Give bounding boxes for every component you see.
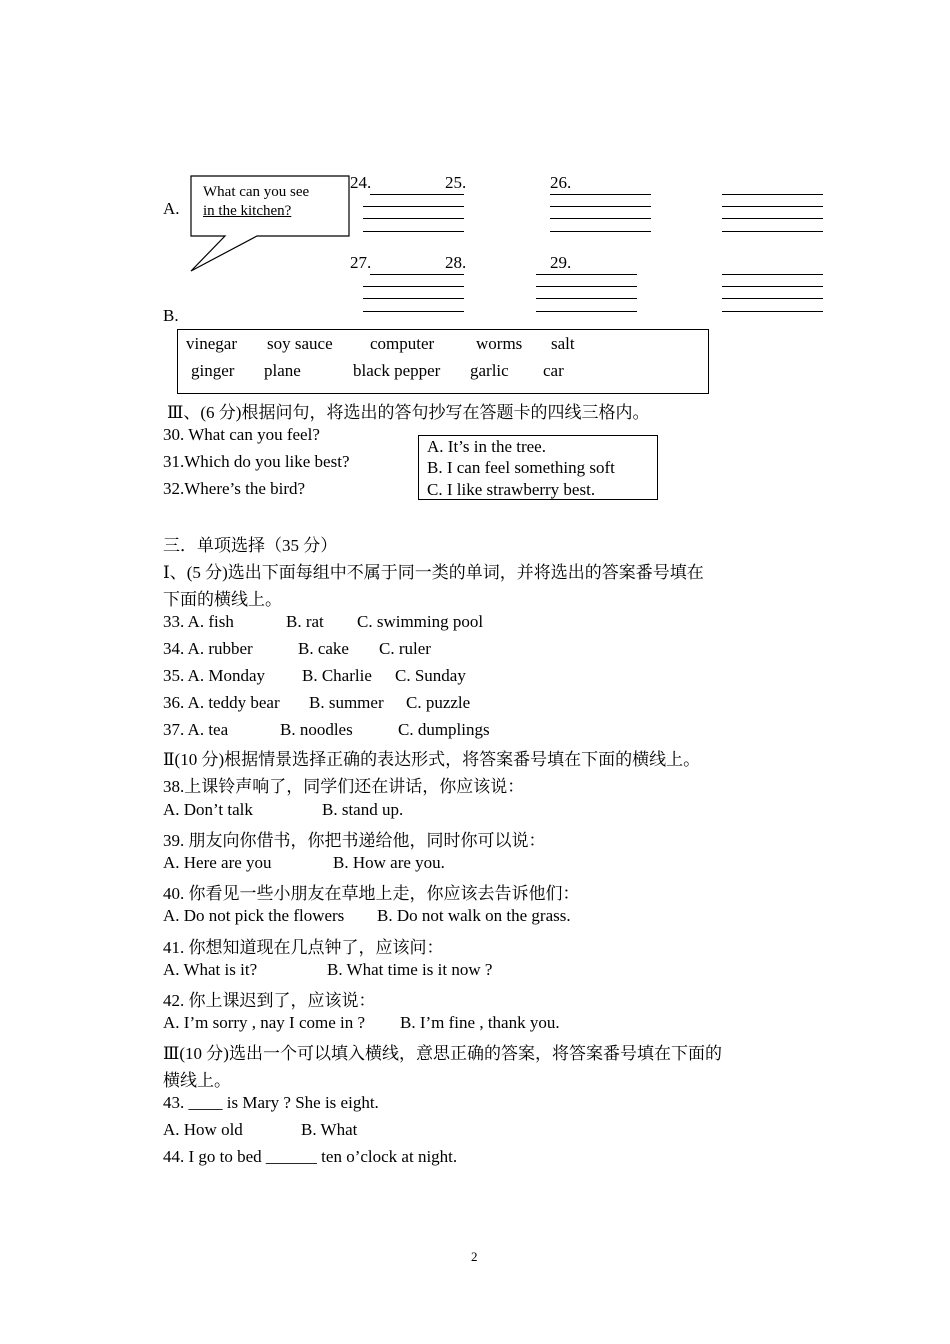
part3b-heading: Ⅲ(10 分)选出一个可以填入横线，意思正确的答案，将答案番号填在下面的: [163, 1044, 722, 1063]
option: C. swimming pool: [357, 612, 484, 631]
writing-line: [722, 298, 823, 299]
writing-line: [363, 206, 464, 207]
option: C. Sunday: [395, 666, 466, 685]
option: B. summer: [309, 693, 384, 712]
word: garlic: [470, 361, 509, 380]
option: 37. A. tea: [163, 720, 229, 739]
writing-line: [363, 298, 464, 299]
writing-line: [536, 298, 637, 299]
option: B. noodles: [280, 720, 353, 739]
answer-option: A. It’s in the tree.: [427, 437, 546, 456]
writing-line: [722, 231, 823, 232]
writing-line: [363, 286, 464, 287]
option: B. What: [301, 1120, 358, 1139]
answer-number: 26.: [550, 173, 572, 192]
answer-option: C. I like strawberry best.: [427, 480, 596, 499]
answer-number: 27.: [350, 253, 372, 272]
section-a-label: A.: [163, 199, 180, 218]
section-b-label: B.: [163, 306, 179, 325]
option: B. Charlie: [302, 666, 372, 685]
word: vinegar: [186, 334, 237, 353]
writing-line: [722, 286, 823, 287]
option: A. Don’t talk: [163, 800, 253, 819]
writing-line: [550, 206, 651, 207]
writing-line: [363, 311, 464, 312]
option: A. How old: [163, 1120, 243, 1139]
option: 33. A. fish: [163, 612, 234, 631]
option: B. How are you.: [333, 853, 445, 872]
word: soy sauce: [267, 334, 333, 353]
writing-line: [722, 194, 823, 195]
part2-heading: Ⅱ(10 分)根据情景选择正确的表达形式，将答案番号填在下面的横线上。: [163, 750, 701, 769]
writing-line: [536, 311, 637, 312]
option: B. I’m fine , thank you.: [400, 1013, 560, 1032]
option: 35. A. Monday: [163, 666, 265, 685]
section-heading: 三．单项选择（35 分）: [163, 536, 338, 555]
option: B. rat: [286, 612, 324, 631]
writing-line: [550, 218, 651, 219]
option: C. puzzle: [406, 693, 471, 712]
question-38: 38.上课铃声响了，同学们还在讲话，你应该说：: [163, 777, 525, 796]
page-number: 2: [471, 1249, 478, 1264]
option: A. What is it?: [163, 960, 258, 979]
answer-number: 25.: [445, 173, 467, 192]
word-box: [177, 329, 709, 394]
option: C. dumplings: [398, 720, 490, 739]
part3-heading: Ⅲ、(6 分)根据问句，将选出的答句抄写在答题卡的四线三格内。: [167, 403, 650, 422]
writing-line: [370, 274, 464, 275]
option: B. Do not walk on the grass.: [377, 906, 571, 925]
writing-line: [722, 206, 823, 207]
option: A. Do not pick the flowers: [163, 906, 345, 925]
answer-number: 24.: [350, 173, 372, 192]
writing-line: [722, 311, 823, 312]
option: B. What time is it now ?: [327, 960, 493, 979]
word: car: [543, 361, 564, 380]
answer-number: 29.: [550, 253, 572, 272]
option: B. cake: [298, 639, 349, 658]
question-40: 40. 你看见一些小朋友在草地上走，你应该去告诉他们：: [163, 884, 580, 903]
word: computer: [370, 334, 435, 353]
option: C. ruler: [379, 639, 431, 658]
bubble-question-line2: in the kitchen?: [203, 203, 292, 219]
word: salt: [551, 334, 575, 353]
writing-line: [536, 274, 637, 275]
question-39: 39. 朋友向你借书，你把书递给他，同时你可以说：: [163, 831, 546, 850]
part3b-heading: 横线上。: [163, 1071, 231, 1090]
question-42: 42. 你上课迟到了，应该说：: [163, 991, 376, 1010]
part1-heading: 下面的横线上。: [163, 590, 282, 609]
part1-heading: Ⅰ、(5 分)选出下面每组中不属于同一类的单词，并将选出的答案番号填在: [163, 563, 704, 582]
question-43: 43. ____ is Mary ? She is eight.: [163, 1093, 379, 1112]
question-44: 44. I go to bed ______ ten o’clock at night.: [163, 1147, 458, 1166]
question-41: 41. 你想知道现在几点钟了，应该问：: [163, 938, 444, 957]
word: worms: [476, 334, 523, 353]
writing-line: [550, 194, 651, 195]
answer-option: B. I can feel something soft: [427, 458, 615, 477]
writing-line: [536, 286, 637, 287]
writing-line: [722, 218, 823, 219]
writing-line: [550, 231, 651, 232]
writing-line: [363, 231, 464, 232]
word: plane: [264, 361, 301, 380]
option: A. Here are you: [163, 853, 272, 872]
answer-number: 28.: [445, 253, 467, 272]
question-31: 31.Which do you like best?: [163, 452, 350, 471]
writing-line: [370, 194, 464, 195]
option: 34. A. rubber: [163, 639, 253, 658]
option: 36. A. teddy bear: [163, 693, 280, 712]
word: ginger: [191, 361, 235, 380]
word: black pepper: [353, 361, 441, 380]
option: B. stand up.: [322, 800, 404, 819]
question-32: 32.Where’s the bird?: [163, 479, 306, 498]
writing-line: [363, 218, 464, 219]
bubble-question-line1: What can you see: [203, 184, 310, 200]
question-30: 30. What can you feel?: [163, 425, 320, 444]
writing-line: [722, 274, 823, 275]
option: A. I’m sorry , nay I come in ?: [163, 1013, 366, 1032]
